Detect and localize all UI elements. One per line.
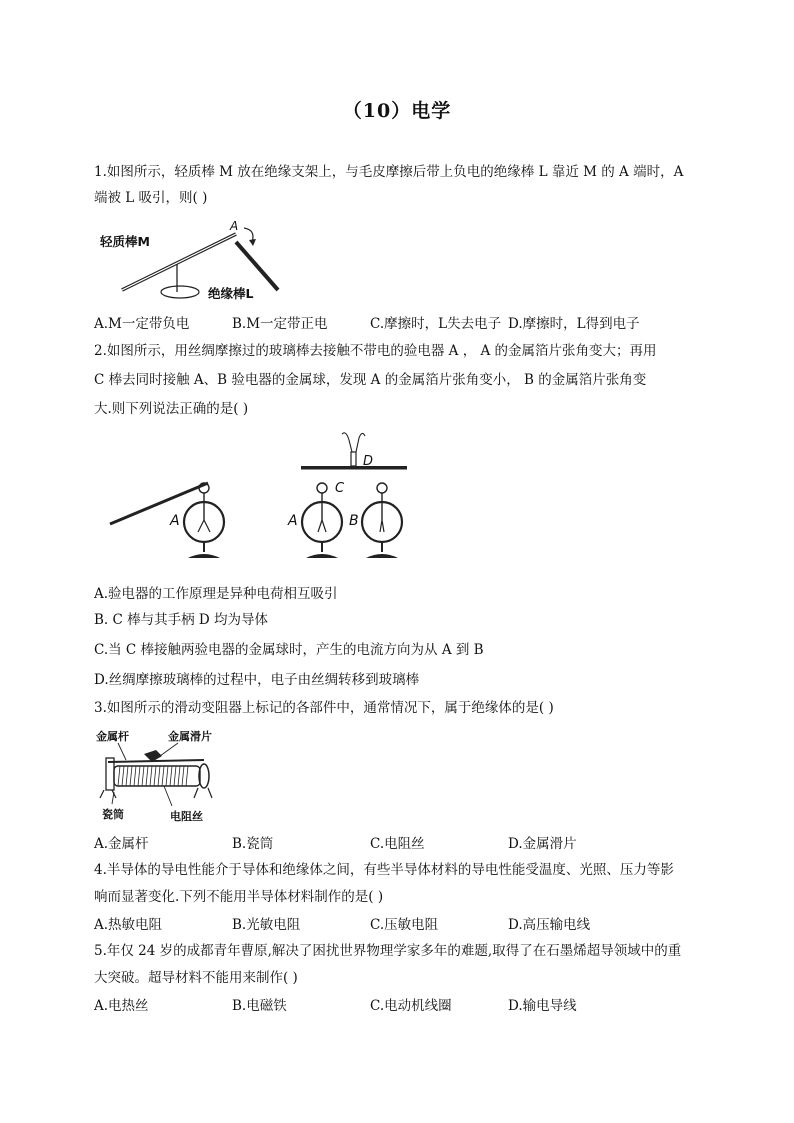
q5-option-d[interactable]: D.输电导线 [508, 998, 577, 1014]
question-4-text-line-2: 响而显著变化.下列不能用半导体材料制作的是( ) [94, 889, 384, 905]
q5-option-a[interactable]: A.电热丝 [94, 998, 149, 1014]
q5-option-c[interactable]: C.电动机线圈 [370, 998, 452, 1014]
page-title: （10）电学 [342, 100, 452, 122]
q3-option-c[interactable]: C.电阻丝 [370, 836, 425, 852]
q4-option-c[interactable]: C.压敏电阻 [370, 917, 439, 933]
question-4-options [94, 915, 714, 935]
rod-c-label: C [335, 481, 345, 496]
metal-slider-label: 金属滑片 [168, 730, 212, 743]
q4-option-b[interactable]: B.光敏电阻 [232, 917, 301, 933]
q3-option-b[interactable]: B.瓷筒 [232, 836, 274, 852]
end-a-label: A [230, 219, 239, 233]
metal-rod-label: 金属杆 [96, 730, 129, 743]
q2-option-a[interactable]: A.验电器的工作原理是异种电荷相互吸引 [94, 586, 338, 602]
q4-option-a[interactable]: A.热敏电阻 [94, 917, 163, 933]
electroscope-a-label-left: A [170, 513, 180, 529]
q1-option-b[interactable]: B.M一定带正电 [232, 316, 328, 332]
question-1-options [94, 314, 714, 334]
question-1-text-line-2: 端被 L 吸引，则( ) [94, 190, 208, 206]
question-2-text-line-1: 2.如图所示，用丝绸摩擦过的玻璃棒去接触不带电的验电器 A ， A 的金属箔片张角变大；再用 [94, 343, 657, 359]
handle-d-label: D [363, 454, 374, 469]
question-2-text-line-2: C 棒去同时接触 A、B 验电器的金属球，发现 A 的金属箔片张角变小， B 的金属箔片张角变 [94, 372, 647, 388]
question-3-text-line-1: 3.如图所示的滑动变阻器上标记的各部件中，通常情况下，属于绝缘体的是( ) [94, 700, 554, 716]
q3-option-a[interactable]: A.金属杆 [94, 836, 149, 852]
electroscope-a-label-middle: A [288, 513, 298, 529]
q1-option-a[interactable]: A.M一定带负电 [94, 316, 190, 332]
resistance-wire-label: 电阻丝 [170, 810, 203, 823]
q2-option-b[interactable]: B. C 棒与其手柄 D 均为导体 [94, 612, 269, 628]
question-5-text-line-1: 5.年仅 24 岁的成都青年曹原,解决了困扰世界物理学家多年的难题,取得了在石墨烯超导领域中的重 [94, 943, 682, 959]
q1-option-c[interactable]: C.摩擦时，L失去电子 [370, 316, 502, 332]
electroscope-b-label: B [349, 513, 359, 529]
q4-option-d[interactable]: D.高压输电线 [508, 917, 591, 933]
question-3-figure [96, 726, 236, 824]
question-1-figure [98, 218, 298, 310]
question-5-options [94, 996, 714, 1016]
q3-option-d[interactable]: D.金属滑片 [508, 836, 577, 852]
question-2-text-line-3: 大.则下列说法正确的是( ) [94, 401, 249, 417]
question-1-text-line-1: 1.如图所示，轻质棒 M 放在绝缘支架上，与毛皮摩擦后带上负电的绝缘棒 L 靠近 M 的 A 端时，A [94, 164, 684, 180]
question-5-text-line-2: 大突破。超导材料不能用来制作( ) [94, 970, 298, 986]
q1-option-d[interactable]: D.摩擦时，L得到电子 [508, 316, 640, 332]
porcelain-tube-label: 瓷筒 [102, 808, 124, 821]
q2-option-c[interactable]: C.当 C 棒接触两验电器的金属球时，产生的电流方向为从 A 到 B [94, 642, 484, 658]
q5-option-b[interactable]: B.电磁铁 [232, 998, 287, 1014]
question-2-figure [106, 428, 426, 568]
rod-l-label: 绝缘棒L [208, 286, 254, 301]
question-3-options [94, 834, 714, 854]
q2-option-d[interactable]: D.丝绸摩擦玻璃棒的过程中，电子由丝绸转移到玻璃棒 [94, 672, 420, 688]
question-4-text-line-1: 4.半导体的导电性能介于导体和绝缘体之间，有些半导体材料的导电性能受温度、光照、压力等影 [94, 862, 674, 878]
rod-m-label: 轻质棒M [100, 234, 150, 249]
